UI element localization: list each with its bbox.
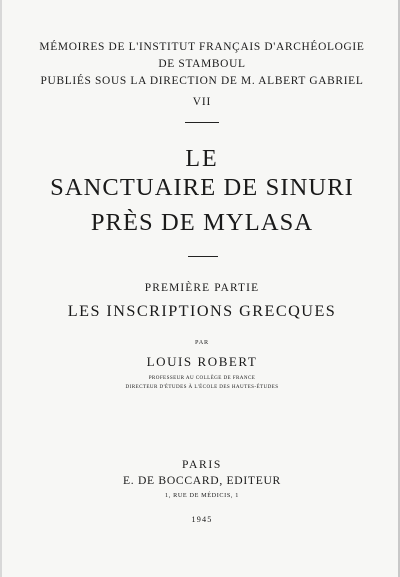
part-label: PREMIÈRE PARTIE [144, 282, 260, 294]
series-editor-line: PUBLIÉS SOUS LA DIRECTION DE M. ALBERT GABRIEL [40, 75, 364, 87]
author-affiliation-2: DIRECTEUR D'ÉTUDES À L'ÉCOLE DES HAUTES-ÉTUDES [125, 384, 279, 390]
author-affiliation-1: PROFESSEUR AU COLLÈGE DE FRANCE [148, 375, 256, 381]
publication-city: PARIS [182, 458, 222, 471]
publisher-name: E. DE BOCCARD, EDITEUR [123, 474, 281, 487]
book-title-line-2: SANCTUAIRE DE SINURI [50, 174, 354, 201]
volume-number: VII [192, 96, 212, 108]
book-title-line-3: PRÈS DE MYLASA [90, 209, 314, 236]
series-name-line-2: DE STAMBOUL [158, 58, 246, 70]
book-subtitle: LES INSCRIPTIONS GRECQUES [67, 302, 337, 320]
by-label: PAR [194, 339, 210, 346]
author-name: LOUIS ROBERT [146, 354, 258, 369]
publication-year: 1945 [191, 515, 213, 524]
series-name-line-1: MÉMOIRES DE L'INSTITUT FRANÇAIS D'ARCHÉOLOGIE [39, 41, 365, 53]
publisher-address: 1, RUE DE MÉDICIS, 1 [165, 492, 239, 499]
book-title-line-1: LE [185, 146, 219, 172]
divider-rule [185, 122, 219, 123]
divider-rule [188, 256, 218, 257]
